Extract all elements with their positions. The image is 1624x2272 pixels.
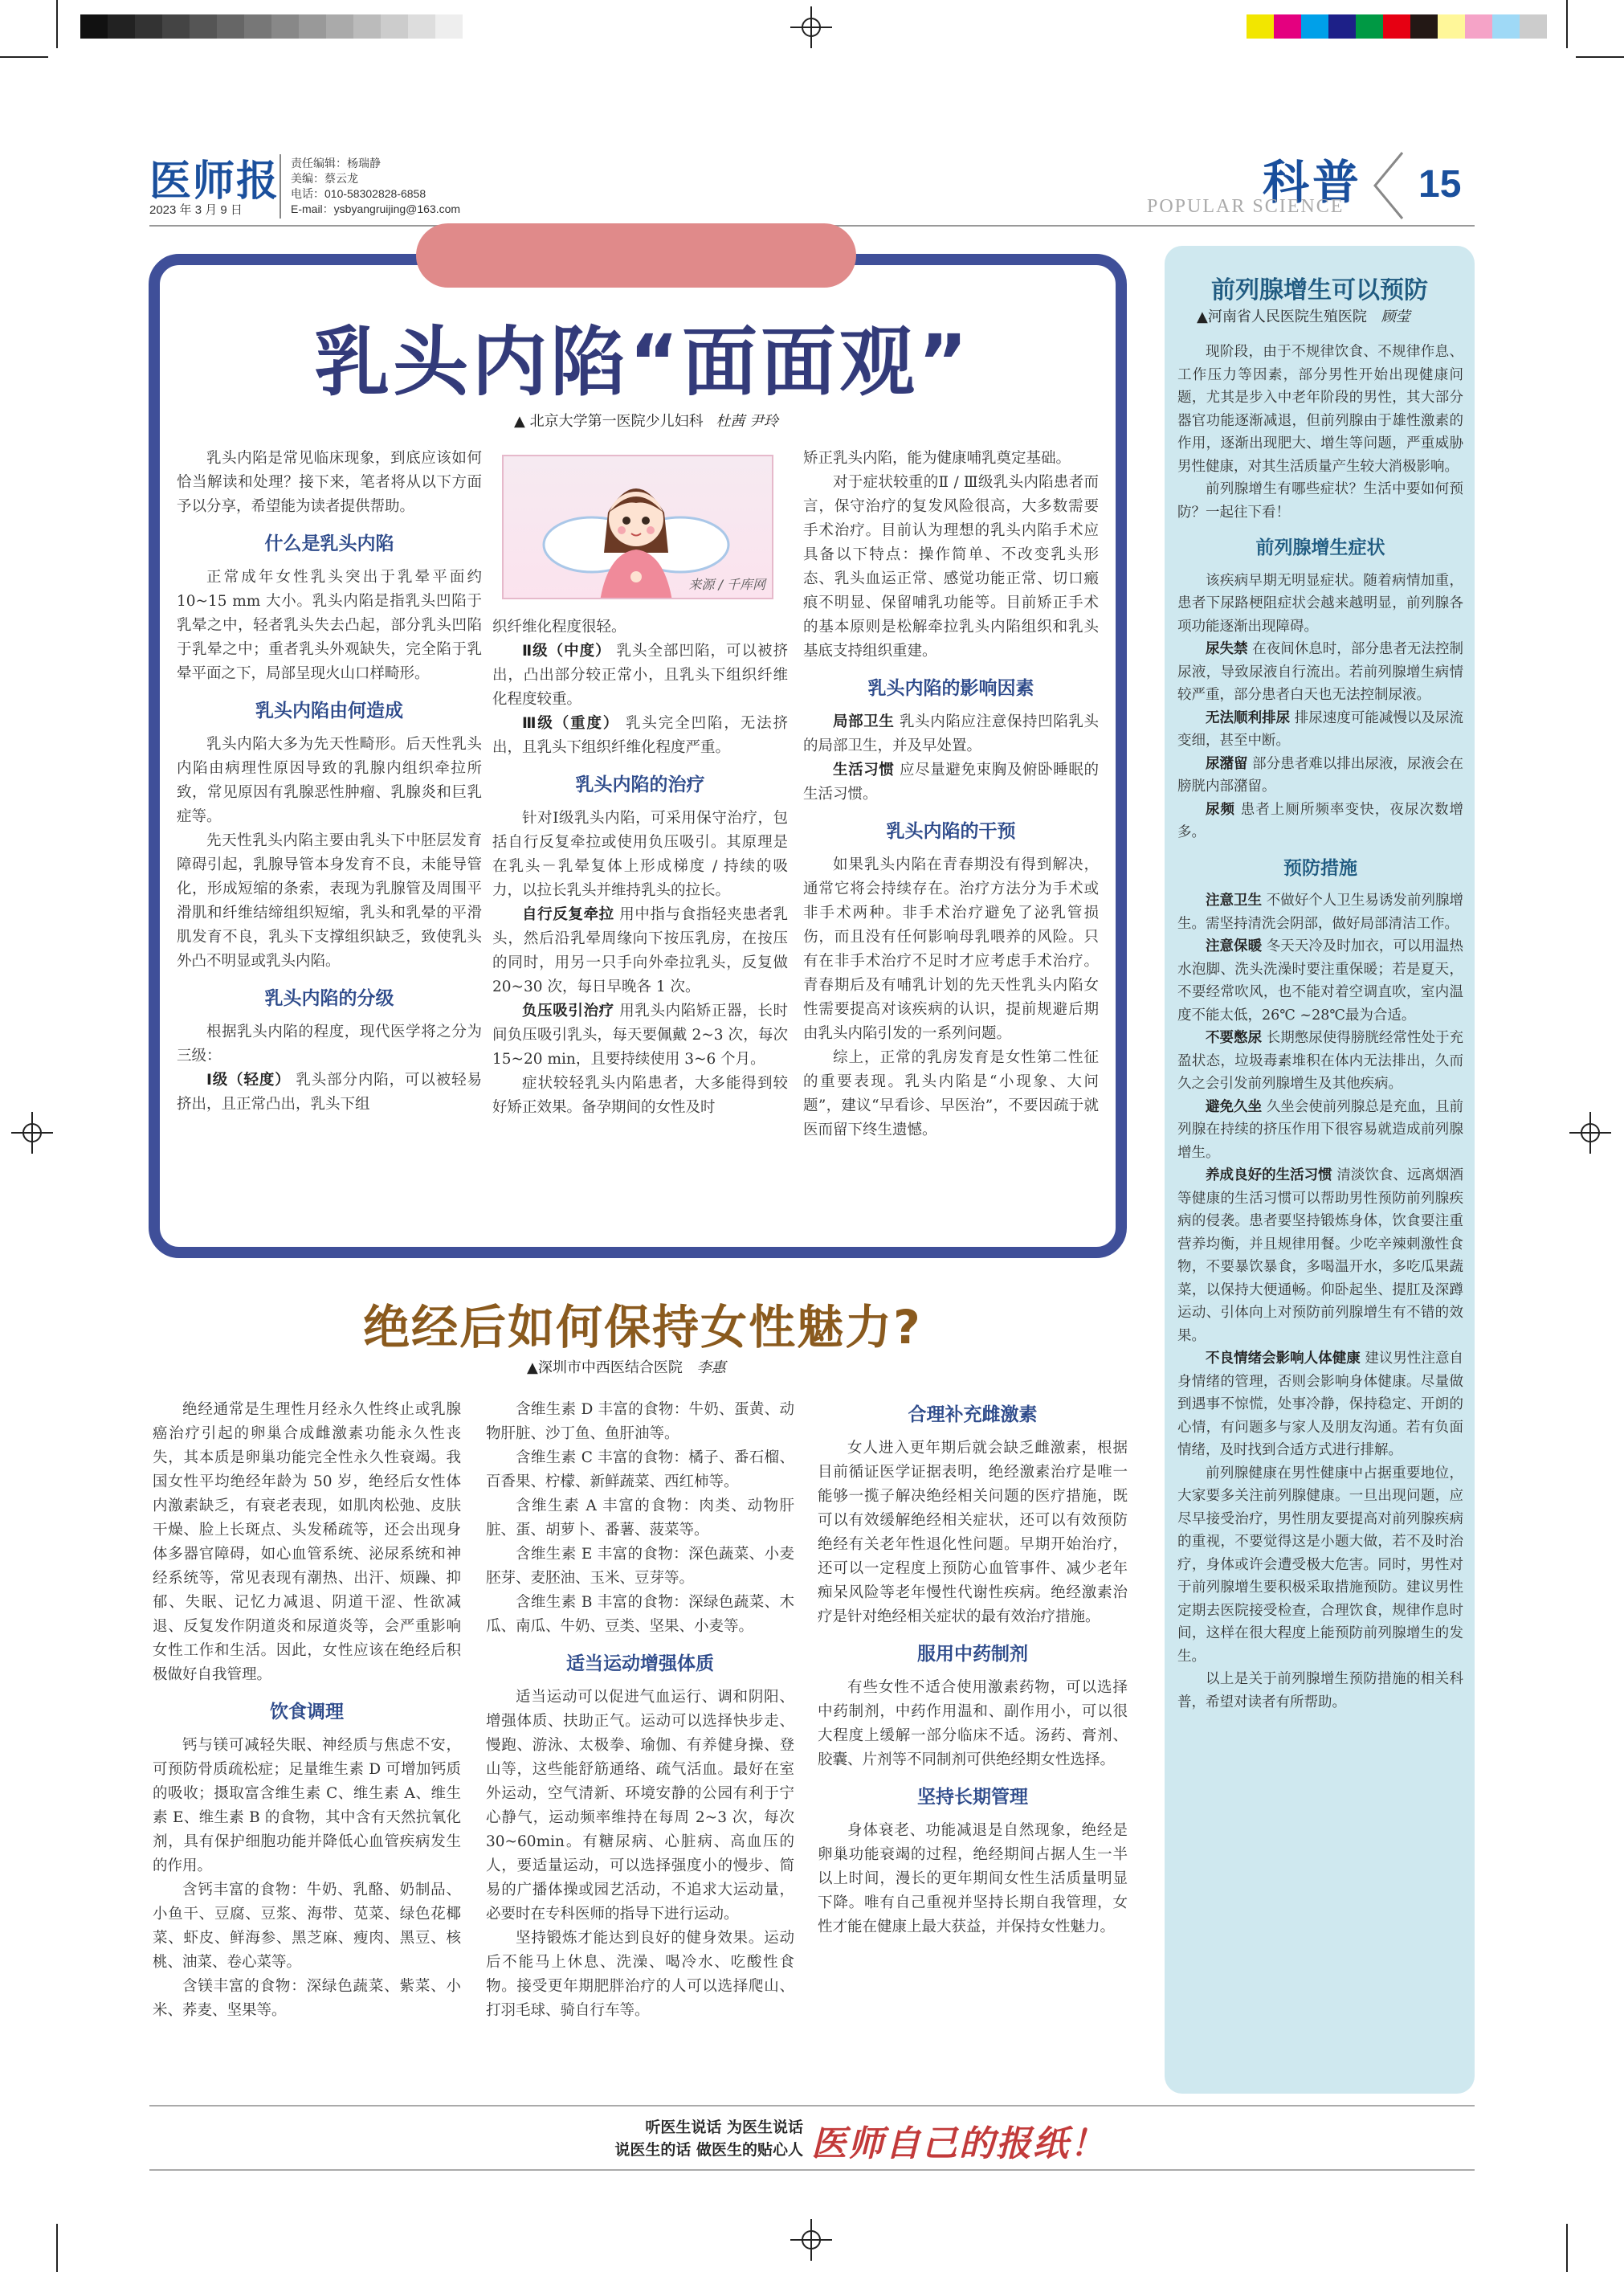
footer-motto-line2: 说医生的话 做医生的贴心人 [614, 2141, 803, 2159]
paragraph: 坚持锻炼才能达到良好的健身效果。运动后不能马上休息、洗澡、喝冷水、吃酸性食物。接受更年期肥胖治疗的人可以选择爬山、打羽毛球、骑自行车等。 [486, 1930, 794, 2019]
paragraph [492, 640, 788, 712]
paragraph: 身体衰老、功能减退是自然现象，绝经是卵巢功能衰竭的过程，绝经期间占据人生一半以上时间，漫长的更年期间女性生活质量明显下降。唯有自己重视并坚持长期自我管理，女性才能在健康上最大获益，并保持女性魅力。 [818, 1822, 1128, 1935]
registration-crosshair-top [795, 11, 827, 43]
article1-column-3 [803, 447, 1099, 1142]
paragraph: 以上是关于前列腺增生预防措施的相关科普，希望对读者有所帮助。 [1177, 1671, 1463, 1710]
section-title-en: POPULAR SCIENCE [1147, 196, 1344, 217]
chevron-left-icon [1370, 149, 1407, 222]
paragraph: 含维生素 D 丰富的食物：牛奶、蛋黄、动物肝脏、沙丁鱼、鱼肝油等。 [486, 1401, 794, 1442]
crop-mark [1576, 56, 1624, 58]
symptom-text: 在夜间休息时，部分患者无法控制尿液，导致尿液自行流出。若前列腺增生病情较严重，部分患者白天也无法控制尿液。 [1177, 641, 1463, 703]
article2-byline-author: 李惠 [696, 1359, 726, 1376]
article1-illustration [502, 455, 773, 599]
crop-mark [0, 56, 48, 58]
grade-label: Ⅲ级（重度） [522, 715, 620, 732]
symptom-label: 尿失禁 [1206, 641, 1248, 657]
measure-text: 久坐会使前列腺总是充血，且前列腺在持续的挤压作用下很容易就造成前列腺增生。 [1177, 1098, 1463, 1161]
measure-label: 养成良好的生活习惯 [1206, 1167, 1332, 1183]
paragraph: 有些女性不适合使用激素药物，可以选择中药制剂，中药作用温和、副作用小，可以很大程度上缓解一部分临床不适。汤药、膏剂、胶囊、片剂等不同制剂可供绝经期女性选择。 [818, 1679, 1128, 1768]
article1-column-1 [177, 447, 482, 1117]
subheading: 坚持长期管理 [917, 1787, 1028, 1808]
subheading: 乳头内陷的治疗 [575, 774, 705, 795]
masthead-logo: 医师报 [149, 157, 280, 206]
masthead-divider [280, 154, 281, 219]
article2-column-1 [153, 1398, 461, 2023]
footer-bottom-rule [149, 2169, 1475, 2171]
paragraph [1177, 1164, 1463, 1347]
measure-label: 注意卫生 [1206, 893, 1263, 909]
subheading: 饮食调理 [270, 1702, 344, 1722]
measure-text: 建议男性注意自身情绪的管理，否则会影响身体健康。尽量做到遇事不惊慌，处事冷静，保持稳定、开朗的心情，有问题多与家人及朋友沟通。若有负面情绪，及时找到合适方式进行排解。 [1177, 1351, 1463, 1458]
paragraph: 现阶段，由于不规律饮食、不规律作息、工作压力等因素，部分男性开始出现健康问题，尤其是步入中老年阶段的男性，其大部分器官功能逐渐减退，但前列腺由于雄性激素的作用，逐渐出现肥大、增生等问题，严重威胁男性健康，对其生活质量产生较大消极影响。 [1177, 344, 1463, 475]
symptom-text: 排尿速度可能减慢以及尿流变细，甚至中断。 [1177, 709, 1463, 749]
paragraph: 含镁丰富的食物：深绿色蔬菜、紫菜、小米、荞麦、坚果等。 [153, 1978, 461, 2019]
paragraph: 前列腺健康在男性健康中占据重要地位，大家要多关注前列腺健康。一旦出现问题，应尽早接受治疗，男性朋友要提高对前列腺疾病的重视，不要觉得这是小题大做，若不及时治疗，身体或许会遭受极大危害。同时，男性对于前列腺增生要积极采取措施预防。建议男性定期去医院接受检查，合理饮食，规律作息时间，这样在很大程度上能预防前列腺增生的发生。 [1177, 1465, 1463, 1665]
registration-crosshair-left [16, 1117, 48, 1149]
registration-gray-bar [80, 14, 463, 39]
grade-text: 乳头部分内陷，可以被轻易挤出，且正常凸出，乳头下组 [177, 1072, 482, 1113]
subheading: 前列腺增生症状 [1255, 537, 1385, 558]
subheading: 合理补充雌激素 [908, 1404, 1038, 1425]
grade-label: Ⅰ级（轻度） [206, 1072, 291, 1089]
factor-text: 乳头内陷应注意保持凹陷乳头的局部卫生，并及早处置。 [803, 713, 1099, 754]
paragraph: 对于症状较重的Ⅱ / Ⅲ级乳头内陷患者而言，保守治疗的复发风险很高，大多数需要手术治疗。目前认为理想的乳头内陷手术应具备以下特点：操作简单、不改变乳头形态、乳头血运正常、感觉功能正常、切口瘢痕不明显、保留哺乳功能等。目前矫正手术的基本原则是松解牵拉乳头内陷组织和乳头基底支持组织重建。 [803, 474, 1099, 660]
paragraph: 乳头内陷大多为先天性畸形。后天性乳头内陷由病理性原因导致的乳腺内组织牵拉所致，常见原因有乳腺恶性肿瘤、乳腺炎和巨乳症等。 [177, 736, 482, 825]
issue-date: 2023 年 3 月 9 日 [149, 203, 243, 217]
article1-byline [514, 410, 1076, 431]
paragraph [1177, 638, 1463, 707]
paragraph: 含维生素 B 丰富的食物：深绿色蔬菜、木瓜、南瓜、牛奶、豆类、坚果、小麦等。 [486, 1594, 794, 1635]
editor-name: 责任编辑：杨瑞静 [291, 157, 381, 170]
paragraph: 如果乳头内陷在青春期没有得到解决，通常它将会持续存在。治疗方法分为手术或非手术两种。非手术治疗避免了泌乳管损伤，而且没有任何影响母乳喂养的风险。只有在非手术治疗不足时才应考虑手术治疗。青春期后及有哺乳计划的先天性乳头内陷女性需要提高对该疾病的认识，提前规避后期由乳头内陷引发的一系列问题。 [803, 856, 1099, 1042]
sidebar-body [1177, 341, 1463, 1714]
treatment-text: 用中指与食指轻夹患者乳头，然后沿乳晕周缘向下按压乳房，在按压的同时，用另一只手向外牵拉乳头，反复做 20~30 次，每日早晚各 1 次。 [492, 906, 788, 995]
crop-mark [56, 0, 58, 48]
paragraph: 针对Ⅰ级乳头内陷，可采用保守治疗，包括自行反复牵拉或使用负压吸引。其原理是在乳头－乳晕复体上形成梯度 / 持续的吸力，以拉长乳头并维持乳头的拉长。 [492, 810, 788, 899]
paragraph [1177, 1096, 1463, 1165]
grade-text: 乳头全部凹陷，可以被挤出，凸出部分较正常小，且乳头下组织纤维化程度较重。 [492, 643, 788, 708]
treatment-label: 负压吸引治疗 [522, 1003, 614, 1020]
paragraph: 含钙丰富的食物：牛奶、乳酪、奶制品、小鱼干、豆腐、豆浆、海带、苋菜、绿色花椰菜、虾皮、鲜海参、黑芝麻、瘦肉、黑豆、核桃、油菜、卷心菜等。 [153, 1882, 461, 1971]
paragraph [1177, 1027, 1463, 1096]
paragraph: 适当运动可以促进气血运行、调和阴阳、增强体质、扶助正气。运动可以选择快步走、慢跑、游泳、太极拳、瑜伽、有养健身操、登山等，这些能舒筋通络、疏气活血。最好在室外运动，空气清新、环境安静的公园有利于宁心静气，运动频率维持在每周 2~3 次，每次 30~60min。有糖尿病、心脏病、高血压的人，要适量运动，可以选择强度小的慢步、简易的广播体操或园艺活动，不追求大运动量，必要时在专科医师的指导下进行运动。 [486, 1689, 794, 1923]
article2-column-3 [818, 1390, 1128, 1939]
paragraph: 含维生素 C 丰富的食物：橘子、番石榴、百香果、柠檬、新鲜蔬菜、西红柿等。 [486, 1449, 794, 1490]
paragraph: 综上，正常的乳房发育是女性第二性征的重要表现。乳头内陷是“小现象、大问题”，建议“早看诊、早医治”，不要因疏于就医而留下终生遗憾。 [803, 1049, 1099, 1138]
sidebar-byline [1197, 305, 1470, 326]
factor-text: 应尽量避免束胸及俯卧睡眠的生活习惯。 [803, 762, 1099, 803]
symptom-label: 尿潴留 [1206, 755, 1248, 772]
crop-mark [1566, 2224, 1568, 2272]
symptom-label: 尿频 [1206, 801, 1236, 818]
measure-label: 避免久坐 [1206, 1098, 1263, 1115]
paragraph [177, 1069, 482, 1117]
paragraph: 含维生素 E 丰富的食物：深色蔬菜、小麦胚芽、麦胚油、玉米、豆芽等。 [486, 1546, 794, 1587]
paragraph [1177, 889, 1463, 935]
article1-byline-org: ▲ 北京大学第一医院少儿妇科 [514, 413, 704, 430]
paragraph [1177, 1347, 1463, 1462]
measure-label: 注意保暖 [1206, 938, 1263, 954]
subheading: 服用中药制剂 [917, 1644, 1028, 1665]
paragraph [803, 758, 1099, 807]
measure-text: 清淡饮食、远离烟酒等健康的生活习惯可以帮助男性预防前列腺疾病的侵袭。患者要坚持锻炼身体，饮食要注重营养均衡，并且规律用餐。少吃辛辣刺激性食物，不要暴饮暴食，多喝温开水，多吃瓜果蔬菜，以保持大便通畅。仰卧起坐、提肛及深蹲运动、引体向上对预防前列腺增生有不错的效果。 [1177, 1167, 1463, 1344]
footer-motto [514, 2116, 803, 2161]
article2-column-2 [486, 1398, 794, 2023]
factor-label: 生活习惯 [833, 762, 895, 778]
footer-slogan: 医师自己的报纸！ [811, 2123, 1107, 2164]
paragraph: 症状较轻乳头内陷患者，大多能得到较好矫正效果。备孕期间的女性及时 [492, 1075, 788, 1116]
paragraph [1177, 799, 1463, 844]
article2-title: 绝经后如何保持女性魅力? [363, 1300, 922, 1355]
image-credit: 来源 / 千库网 [688, 577, 765, 592]
registration-color-bar [1247, 14, 1547, 39]
sidebar-byline-org: ▲河南省人民医院生殖医院 [1197, 309, 1367, 325]
subheading: 预防措施 [1283, 857, 1357, 879]
paragraph: 乳头内陷是常见临床现象，到底应该如何恰当解读和处理？接下来，笔者将从以下方面予以分享，希望能为读者提供帮助。 [177, 450, 482, 515]
subheading: 乳头内陷的干预 [886, 821, 1016, 842]
symptom-label: 无法顺利排尿 [1206, 709, 1291, 726]
paragraph [1177, 935, 1463, 1027]
crop-mark [56, 2224, 58, 2272]
article1-column-2 [492, 615, 788, 1120]
paragraph: 正常成年女性乳头突出于乳晕平面约 10~15 mm 大小。乳头内陷是指乳头凹陷于乳晕之中，轻者乳头失去凸起，部分乳头凹陷于乳晕之中；重者乳头外观缺失，完全陷于乳晕平面之下，局部呈现火山口样畸形。 [177, 569, 482, 682]
grade-label: Ⅱ级（中度） [522, 643, 611, 660]
measure-text: 长期憋尿使得膀胱经常性处于充盈状态，垃圾毒素堆积在体内无法排出，久而久之会引发前列腺增生及其他疾病。 [1177, 1030, 1463, 1092]
grade-text: 乳头完全凹陷，无法挤出，且乳头下组织纤维化程度严重。 [492, 715, 788, 756]
designer-name: 美编：蔡云龙 [291, 172, 358, 185]
article2-byline-org: ▲深圳市中西医结合医院 [527, 1359, 683, 1376]
factor-label: 局部卫生 [833, 713, 895, 730]
sidebar-title: 前列腺增生可以预防 [1211, 276, 1428, 304]
subheading: 适当运动增强体质 [566, 1653, 714, 1674]
measure-text: 不做好个人卫生易诱发前列腺增生。需坚持清洗会阴部，做好局部清洁工作。 [1177, 893, 1463, 932]
symptom-text: 患者上厕所频率变快，夜尿次数增多。 [1177, 801, 1463, 840]
paragraph: 矫正乳头内陷，能为健康哺乳奠定基础。 [803, 450, 1071, 467]
subheading: 什么是乳头内陷 [264, 533, 394, 554]
paragraph [1177, 707, 1463, 753]
paragraph: 前列腺增生有哪些症状？生活中要如何预防？一起往下看！ [1177, 481, 1463, 521]
article1-byline-authors: 杜茜 尹玲 [716, 413, 779, 430]
paragraph: 含维生素 A 丰富的食物：肉类、动物肝脏、蛋、胡萝卜、番薯、菠菜等。 [486, 1498, 794, 1539]
paragraph: 女人进入更年期后就会缺乏雌激素，根据目前循证医学证据表明，绝经激素治疗是唯一能够一揽子解决绝经相关问题的医疗措施，既可以有效缓解绝经相关症状，还可以有效预防绝经有关老年性退化性问题。早期开始治疗，还可以一定程度上预防心血管事件、减少老年痴呆风险等老年慢性代谢性疾病。绝经激素治疗是针对绝经相关症状的最有效治疗措施。 [818, 1440, 1128, 1625]
article1-title-tab [416, 223, 856, 288]
paragraph [492, 903, 788, 999]
crop-mark [1566, 0, 1568, 48]
article1-title: 乳头内陷“面面观” [314, 319, 971, 407]
footer-motto-line1: 听医生说话 为医生说话 [645, 2119, 803, 2136]
paragraph: 钙与镁可减轻失眠、神经质与焦虑不安，可预防骨质疏松症；足量维生素 D 可增加钙质的吸收；摄取富含维生素 C、维生素 A、维生素 E、维生素 B 的食物，其中含有天然抗氧化剂，具有保护细胞功能并降低心血管疾病发生的作用。 [153, 1737, 461, 1874]
registration-crosshair-bottom [795, 2224, 827, 2256]
measure-text: 冬天天冷及时加衣，可以用温热水泡脚、洗头洗澡时要注重保暖；若是夏天，不要经常吹风，也不能对着空调直吹，室内温度不能太低，26℃ ~28℃最为合适。 [1177, 938, 1463, 1024]
editor-info [291, 156, 460, 217]
paragraph: 根据乳头内陷的程度，现代医学将之分为三级： [177, 1024, 482, 1064]
subheading: 乳头内陷的影响因素 [867, 678, 1034, 699]
treatment-text: 用乳头内陷矫正器，长时间负压吸引乳头，每天要佩戴 2~3 次，每次 15~20 min，且要持续使用 3~6 个月。 [492, 1003, 788, 1068]
editor-phone: 电话：010-58302828-6858 [291, 187, 426, 200]
paragraph [492, 999, 788, 1072]
paragraph [492, 712, 788, 760]
page-number: 15 [1418, 163, 1462, 206]
sidebar-byline-author: 顾莹 [1381, 309, 1410, 325]
symptom-text: 部分患者难以排出尿液，尿液会在膀胱内部潴留。 [1177, 755, 1463, 795]
measure-label: 不要憋尿 [1206, 1030, 1263, 1046]
subheading: 乳头内陷由何造成 [255, 701, 403, 721]
paragraph [1177, 753, 1463, 799]
paragraph: 该疾病早期无明显症状。随着病情加重，患者下尿路梗阻症状会越来越明显，前列腺各项功能逐渐出现障碍。 [1177, 572, 1463, 635]
paragraph: 绝经通常是生理性月经永久性终止或乳腺癌治疗引起的卵巢合成雌激素功能永久性丧失，其本质是卵巢功能完全性永久性衰竭。我国女性平均绝经年龄为 50 岁，绝经后女性体内激素缺乏，有衰老表现，如肌肉松弛、皮肤干燥、脸上长斑点、头发稀疏等，还会出现身体多器官障碍，如心血管系统、泌尿系统和神经系统等，常见表现有潮热、出汗、烦躁、抑郁、失眠、记忆力减退、阴道干涩、性欲减退、反复发作阴道炎和尿道炎等，会严重影响女性工作和生活。因此，女性应该在绝经后积极做好自我管理。 [153, 1401, 461, 1683]
paragraph: 先天性乳头内陷主要由乳头下中胚层发育障碍引起，乳腺导管本身发育不良，未能导管化，形成短缩的条索，表现为乳腺管及周围平滑肌和纤维结缔组织短缩，乳头和乳晕的平滑肌发育不良，乳头下支撑组织缺乏，致使乳头外凸不明显或乳头内陷。 [177, 832, 482, 970]
paragraph [803, 710, 1099, 758]
subheading: 乳头内陷的分级 [264, 988, 394, 1009]
section-title: 科普 [1263, 155, 1363, 210]
editor-email: E-mail：ysbyangruijing@163.com [291, 202, 461, 215]
article2-byline [527, 1356, 928, 1377]
paragraph: 织纤维化程度很轻。 [492, 619, 626, 635]
footer-top-rule [149, 2105, 1475, 2107]
treatment-label: 自行反复牵拉 [522, 906, 614, 923]
registration-crosshair-right [1574, 1117, 1606, 1149]
measure-label: 不良情绪会影响人体健康 [1206, 1351, 1361, 1367]
